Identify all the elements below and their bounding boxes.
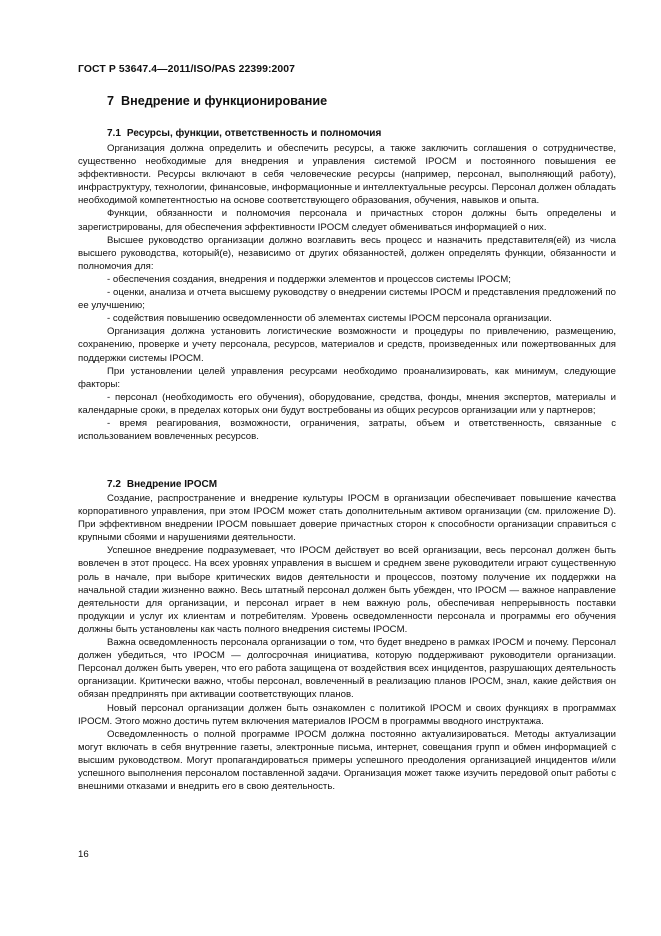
subsection-number: 7.1	[107, 128, 121, 139]
section-title: Внедрение и функционирование	[121, 94, 328, 108]
paragraph: Организация должна определить и обеспечить ресурсы, а также заключить соглашения о сотрудничестве, существенно необходимые для внедрения и управления системой IPOCM и постоянного повышения ее эффективности. Ресурсы включают в себя человеческие ресурсы (например, персонал, выполняющий работу), инфраструктуру, технологии, финансовые, информационные и интеллектуальные ресурсы. Персонал должен обладать необходимой компетентностью на основе соответствующего образования, обучения, навыков и опыта.	[78, 143, 616, 207]
list-item: - время реагирования, возможности, ограничения, затраты, объем и ответственность, связанные с использованием вовлеченных ресурсов.	[78, 417, 616, 443]
subsection-title: Внедрение IPOCM	[126, 479, 218, 490]
list-item: - оценки, анализа и отчета высшему руководству о внедрении системы IPOCM и представления предложений по ее улучшению;	[78, 287, 616, 312]
paragraph: Организация должна установить логистические возможности и процедуры по привлечению, размещению, сохранению, проверке и учету персонала, ресурсов, материалов и средств, произведенных или пожертвованных для поддержки системы IPOCM.	[78, 326, 616, 364]
subsection-number: 7.2	[107, 479, 121, 490]
list-item: - содействия повышению осведомленности об элементах системы IPOCM персонала организации.	[107, 313, 552, 325]
paragraph: При установлении целей управления ресурсами необходимо проанализировать, как минимум, следующие факторы:	[78, 365, 616, 390]
paragraph: Высшее руководство организации должно возглавить весь процесс и назначить представителя(ей) из числа высшего руководства, который(е), независимо от других обязанностей, должен определять функции, обязанности и полномочия для:	[78, 234, 616, 272]
subsection-7-1-body	[78, 142, 616, 443]
subsection-heading-7-2	[107, 479, 217, 490]
paragraph: Успешное внедрение подразумевает, что IPOCM действует во всей организации, весь персонал должен быть вовлечен в этот процесс. На всех уровнях управления в высшем и среднем звене руководители играют существенную роль в начале, при выборе критических видов деятельности и процессов, поэтому получение их поддержки на начальной стадии жизненно важно. Весь штатный персонал должен быть убежден, что IPOCM — важное направление деятельности для организации, и персонал играет в нем важную роль, обеспечивая непрерывность поставки продукции и услуг их клиентам и потребителям. Уровень осведомленности персонала и программы его обучения должны быть установлены как часть полного внедрения системы IPOCM.	[78, 545, 616, 635]
section-heading	[107, 94, 327, 108]
page-number: 16	[78, 849, 89, 860]
paragraph: Функции, обязанности и полномочия персонала и причастных сторон должны быть определены и зарегистрированы, для обеспечения эффективности IPOCM следует обмениваться информацией о них.	[78, 208, 616, 233]
subsection-heading-7-1	[107, 128, 381, 139]
paragraph: Осведомленность о полной программе IPOCM должна постоянно актуализироваться. Методы актуализации могут включать в себя внутренние газеты, электронные письма, интернет, совещания групп и обмен информацией с высшим руководством. Могут пропагандироваться примеры успешного преодоления организацией инцидентов и/или успешного выполнения персоналом поставленной задачи. Организация может также изучить передовой опыт работы с внешними отказами и внедрить его в свою деятельность.	[78, 728, 616, 793]
paragraph: Создание, распространение и внедрение культуры IPOCM в организации обеспечивает повышение качества корпоративного управления, при этом IPOCM может стать дополнительным активом организации (см. приложение D). При эффективном внедрении IPOCM повышает доверие причастных сторон к способности организации справиться с крупными сбоями и нарушениями деятельности.	[78, 493, 616, 544]
list-item: - персонал (необходимость его обучения), оборудование, средства, фонды, мнения экспертов, материалы и календарные сроки, в пределах которых они будут востребованы из общих ресурсов организации или у партнеров;	[78, 391, 616, 416]
list-item: - обеспечения создания, внедрения и поддержки элементов и процессов системы IPOCM;	[107, 273, 511, 285]
section-number: 7	[107, 94, 115, 108]
paragraph: Важна осведомленность персонала организации о том, что будет внедрено в рамках IPOCM и почему. Персонал должен убедиться, что IPOCM — долгосрочная инициатива, которую поддерживают руководители организации. Персонал должен быть уверен, что его работа защищена от воздействия всех инцидентов, разрушающих деятельность организации. Критически важно, чтобы персонал, вовлеченный в реализацию планов IPOCM, знал, какие действия он обязан предпринять при активации соответствующих планов.	[78, 637, 616, 701]
paragraph: Новый персонал организации должен быть ознакомлен с политикой IPOCM и своих функциях в программах IPOCM. Этого можно достичь путем включения материалов IPOCM в программы вводного инструктажа.	[78, 702, 616, 727]
subsection-7-2-body	[78, 492, 616, 793]
document-header: ГОСТ Р 53647.4—2011/ISO/PAS 22399:2007	[78, 64, 296, 75]
subsection-title: Ресурсы, функции, ответственность и полномочия	[126, 128, 382, 139]
